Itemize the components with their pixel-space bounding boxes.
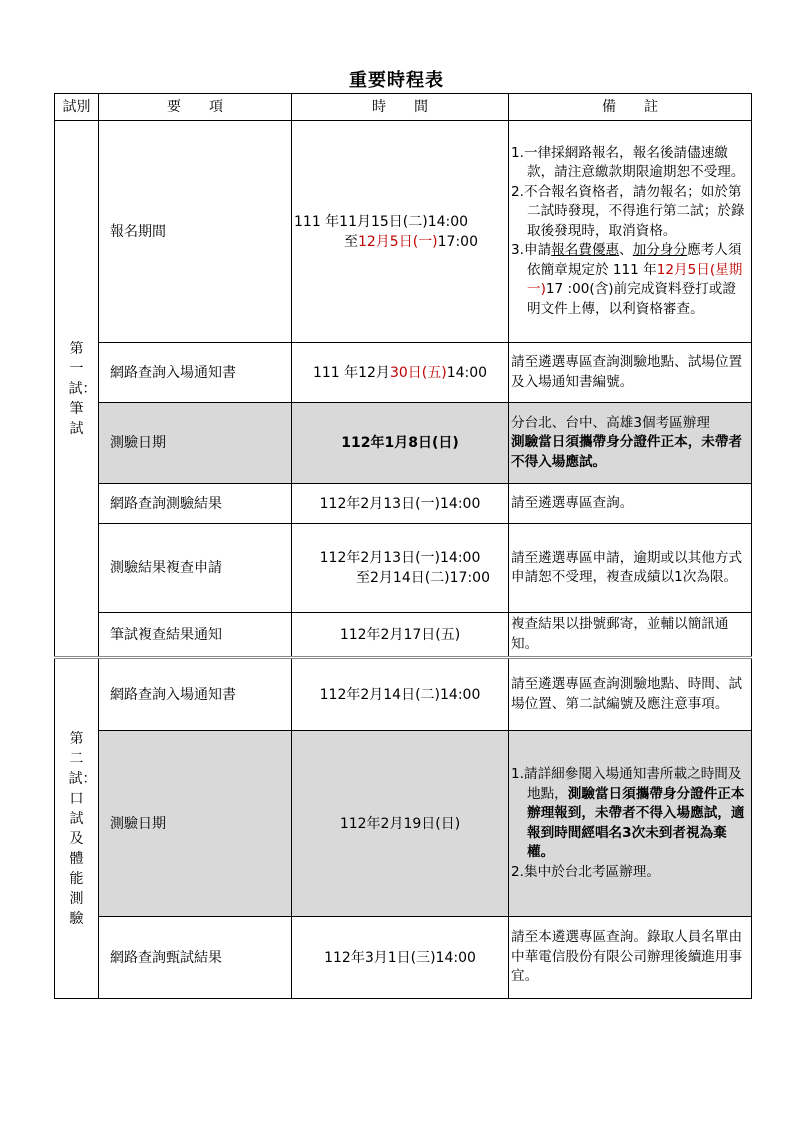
time-line: 111 年11月15日(二)14:00 — [294, 213, 469, 230]
note-cell — [509, 403, 752, 484]
header-stage: 試別 — [55, 94, 99, 121]
note-cell: 複查結果以掛號郵寄，並輔以簡訊通知。 — [509, 613, 752, 658]
note-text: 1.請詳細參閱入場通知書所載之時間及地點， — [511, 766, 742, 802]
note-cell: 請至遴選專區查詢測驗地點、時間、試場位置、第二試編號及應注意事項。 — [509, 658, 752, 731]
time-text: 17:00 — [437, 233, 478, 250]
stage-label-1: 第一試：筆試 — [68, 340, 97, 437]
table-header-row — [55, 94, 752, 121]
note-red-text: 12月5日(星期一) — [527, 261, 743, 298]
note-cell — [509, 731, 752, 917]
note-item — [511, 241, 749, 319]
note-underline: 報名費優惠 — [551, 242, 620, 259]
item-cell: 網路查詢入場通知書 — [99, 658, 292, 731]
time-cell — [292, 121, 509, 343]
time-cell: 112年2月19日(日) — [292, 731, 509, 917]
time-text: 111 年12月 — [312, 364, 390, 381]
time-cell — [292, 524, 509, 613]
note-text: 分台北、台中、高雄3個考區辦理 — [511, 414, 710, 431]
item-cell: 網路查詢入場通知書 — [99, 343, 292, 403]
header-item: 要 項 — [99, 94, 292, 121]
note-item: 2.不合報名資格者，請勿報名；如於第二試時發現，不得進行第二試；於錄取後發現時，取消資格。 — [511, 183, 745, 239]
table-row — [55, 658, 752, 731]
note-cell: 請至遴選專區查詢。 — [509, 484, 752, 524]
table-row — [55, 121, 752, 343]
header-note: 備 註 — [509, 94, 752, 121]
note-text: 17 :00(含)前完成資料登打或證明文件上傳，以利資格審查。 — [527, 281, 736, 317]
item-cell: 報名期間 — [99, 121, 292, 343]
time-cell: 112年2月13日(一)14:00 — [292, 484, 509, 524]
time-cell: 112年2月17日(五) — [292, 613, 509, 658]
note-text: 、 — [619, 242, 633, 259]
item-cell: 網路查詢測驗結果 — [99, 484, 292, 524]
item-cell: 網路查詢甄試結果 — [99, 917, 292, 999]
time-line: 至2月14日(二)17:00 — [356, 570, 490, 586]
note-bold-text: 測驗當日須攜帶身分證件正本，未帶者不得入場應試。 — [511, 434, 743, 470]
time-cell: 112年3月1日(三)14:00 — [292, 917, 509, 999]
item-cell: 測驗日期 — [99, 731, 292, 917]
note-bold-text: 測驗當日須攜帶身分證件正本辦理報到，未帶者不得入場應試，適報到時間經唱名3次未到者視為棄權。 — [527, 785, 745, 860]
item-cell: 筆試複查結果通知 — [99, 613, 292, 658]
table-row — [55, 484, 752, 524]
note-text: 3.申請 — [511, 242, 552, 259]
item-cell: 測驗結果複查申請 — [99, 524, 292, 613]
table-row — [55, 917, 752, 999]
table-row — [55, 343, 752, 403]
time-cell: 112年2月14日(二)14:00 — [292, 658, 509, 731]
note-cell: 請至遴選專區申請，逾期或以其他方式申請恕不受理，複查成績以1次為限。 — [509, 524, 752, 613]
time-cell — [292, 343, 509, 403]
time-text: 至 — [343, 233, 358, 250]
table-row — [55, 403, 752, 484]
time-red-text: 12月5日(一) — [357, 233, 438, 250]
stage-cell-2 — [55, 658, 99, 999]
table-row — [55, 613, 752, 658]
note-underline: 加分身分 — [632, 242, 688, 259]
table-row — [55, 731, 752, 917]
time-text: 14:00 — [446, 364, 488, 381]
table-row — [55, 524, 752, 613]
item-cell: 測驗日期 — [99, 403, 292, 484]
header-time: 時 間 — [292, 94, 509, 121]
note-item: 2.集中於台北考區辦理。 — [511, 863, 660, 880]
note-text: 應考人須依簡章規定於 111 年 — [527, 242, 742, 278]
stage-cell-1 — [55, 121, 99, 658]
note-cell: 請至本遴選專區查詢。錄取人員名單由中華電信股份有限公司辦理後續進用事宜。 — [509, 917, 752, 999]
time-red-text: 30日(五) — [389, 364, 447, 381]
time-cell: 112年1月8日(日) — [292, 403, 509, 484]
note-item: 1.一律採網路報名，報名後請儘速繳款，請注意繳款期限逾期恕不受理。 — [511, 144, 745, 181]
time-line: 112年2月13日(一)14:00 — [319, 550, 481, 566]
note-cell: 請至遴選專區查詢測驗地點、試場位置及入場通知書編號。 — [509, 343, 752, 403]
time-line — [292, 232, 508, 252]
schedule-table — [54, 93, 752, 999]
note-cell — [509, 121, 752, 343]
page-title: 重要時程表 — [349, 70, 444, 91]
note-item — [511, 765, 749, 863]
stage-label-2: 第二試：口試及體能測驗 — [68, 730, 97, 927]
